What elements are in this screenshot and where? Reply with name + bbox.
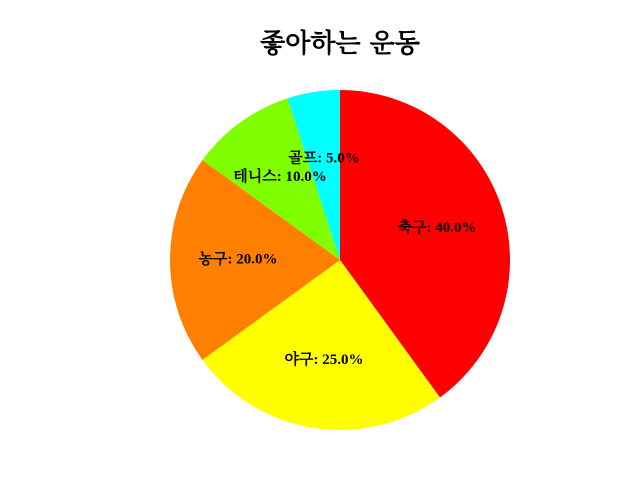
- chart-title: 좋아하는 운동: [260, 29, 420, 59]
- slice-label-5: 골프: 5.0%: [288, 150, 360, 167]
- slice-label-3: 농구: 20.0%: [198, 251, 278, 268]
- slice-label-2: 야구: 25.0%: [284, 352, 364, 369]
- slice-label-1: 축구: 40.0%: [397, 219, 477, 236]
- slice-label-4: 테니스: 10.0%: [233, 168, 327, 185]
